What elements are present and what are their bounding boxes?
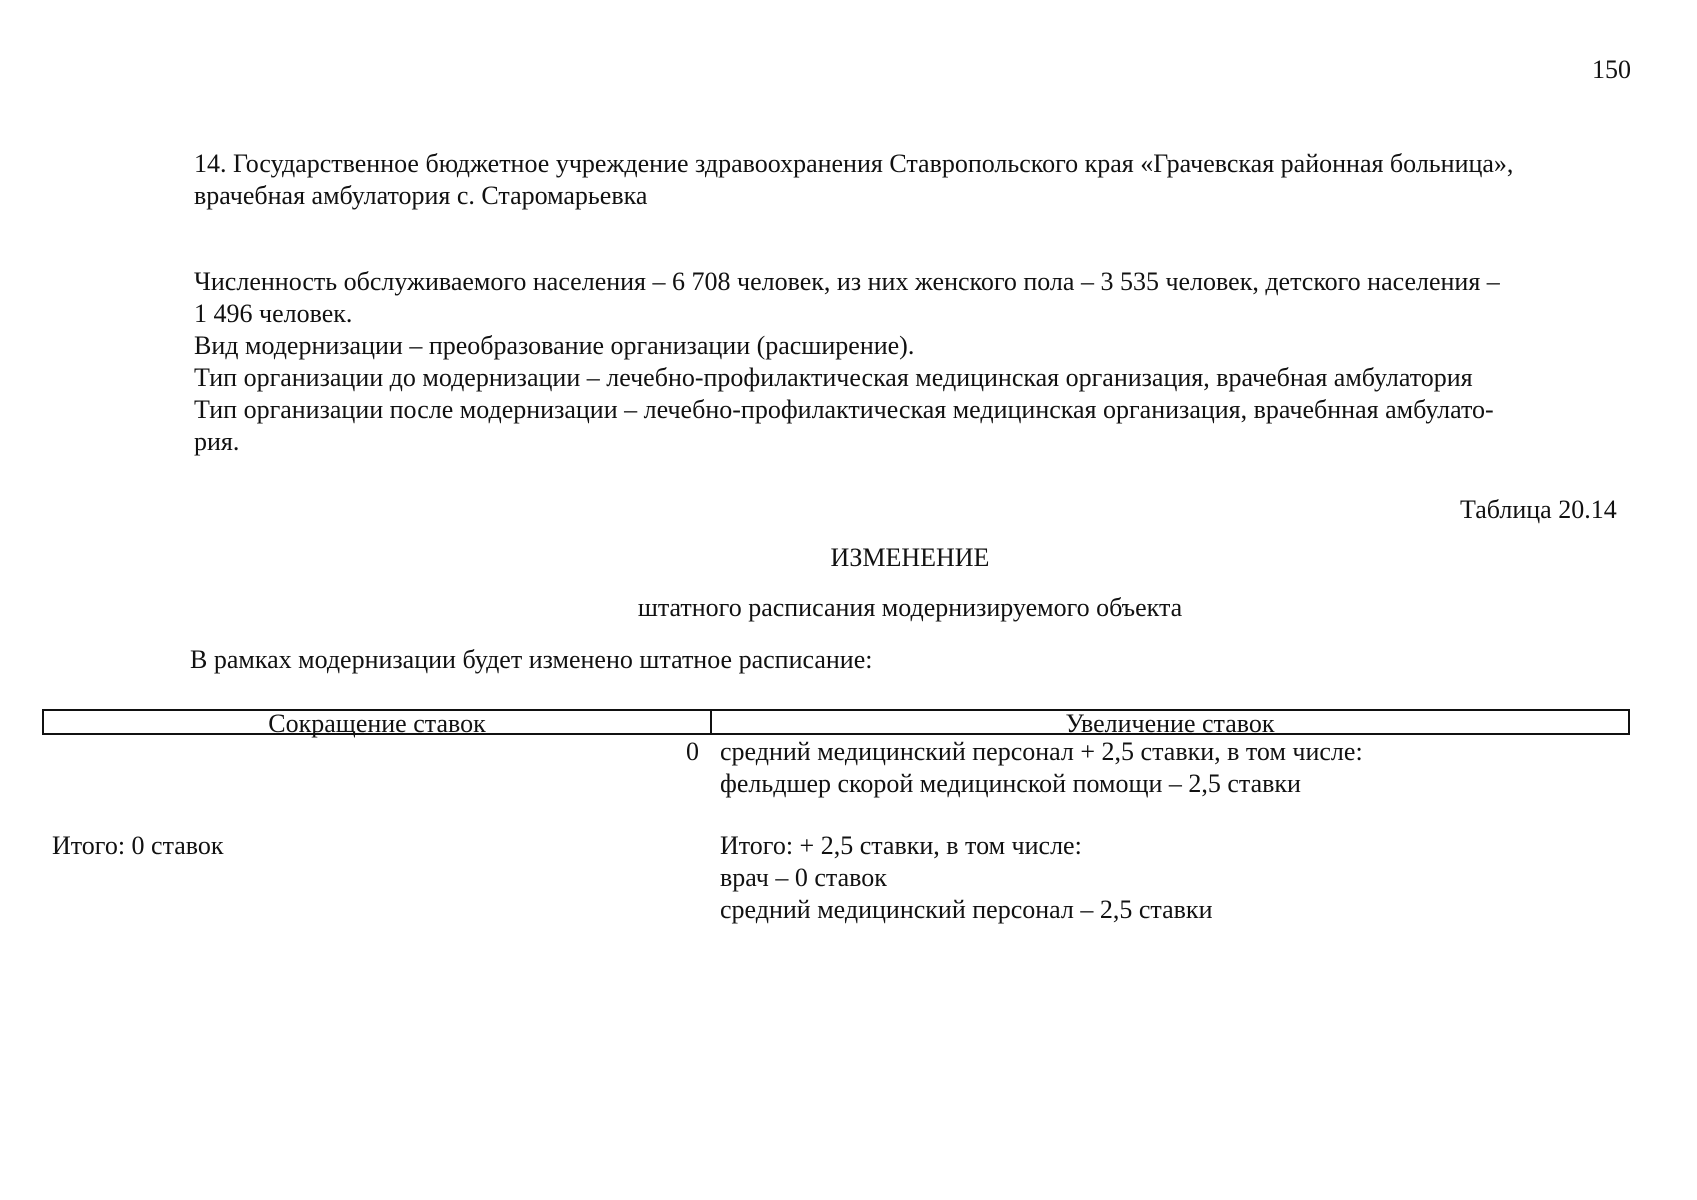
population-line-2: 1 496 человек. <box>194 299 353 328</box>
population-line-1: Численность обслуживаемого населения – 6 708 человек, из них женского пола – 3 535 человек, детского населения – <box>194 267 1500 296</box>
staff-change-table-header <box>42 709 1630 738</box>
total-increase-line-3: средний медицинский персонал – 2,5 ставки <box>720 895 1213 924</box>
increase-details <box>720 736 1363 800</box>
header-reduction: Сокращение ставок <box>44 711 712 733</box>
increase-line-2: фельдшер скорой медицинской помощи – 2,5 ставки <box>720 769 1301 798</box>
page-number: 150 <box>1592 55 1631 84</box>
institution-info <box>194 266 1500 458</box>
institution-heading-line-1: 14. Государственное бюджетное учреждение здравоохранения Ставропольского края «Грачевская районная больница», <box>194 149 1514 178</box>
increase-line-1: средний медицинский персонал + 2,5 ставки, в том числе: <box>720 737 1363 766</box>
table-title: ИЗМЕНЕНИЕ <box>830 543 990 572</box>
total-increase <box>720 830 1212 926</box>
institution-heading <box>194 148 1513 212</box>
org-type-after-line-1: Тип организации после модернизации – лечебно-профилактическая медицинская организация, врачебнная амбулато- <box>194 395 1494 424</box>
table-subtitle: штатного расписания модернизируемого объекта <box>637 593 1183 622</box>
org-type-after-line-2: рия. <box>194 427 240 456</box>
intro-text: В рамках модернизации будет изменено штатное расписание: <box>190 645 873 674</box>
modernization-type: Вид модернизации – преобразование организации (расширение). <box>194 331 915 360</box>
total-reduction: Итого: 0 ставок <box>52 831 224 860</box>
table-label: Таблица 20.14 <box>1460 495 1617 524</box>
total-increase-line-1: Итого: + 2,5 ставки, в том числе: <box>720 831 1082 860</box>
header-increase: Увеличение ставок <box>1065 709 1275 738</box>
org-type-before: Тип организации до модернизации – лечебно-профилактическая медицинская организация, врачебная амбулатория <box>194 363 1473 392</box>
total-increase-line-2: врач – 0 ставок <box>720 863 887 892</box>
institution-heading-line-2: врачебная амбулатория с. Старомарьевка <box>194 181 648 210</box>
reduction-value: 0 <box>686 737 699 766</box>
